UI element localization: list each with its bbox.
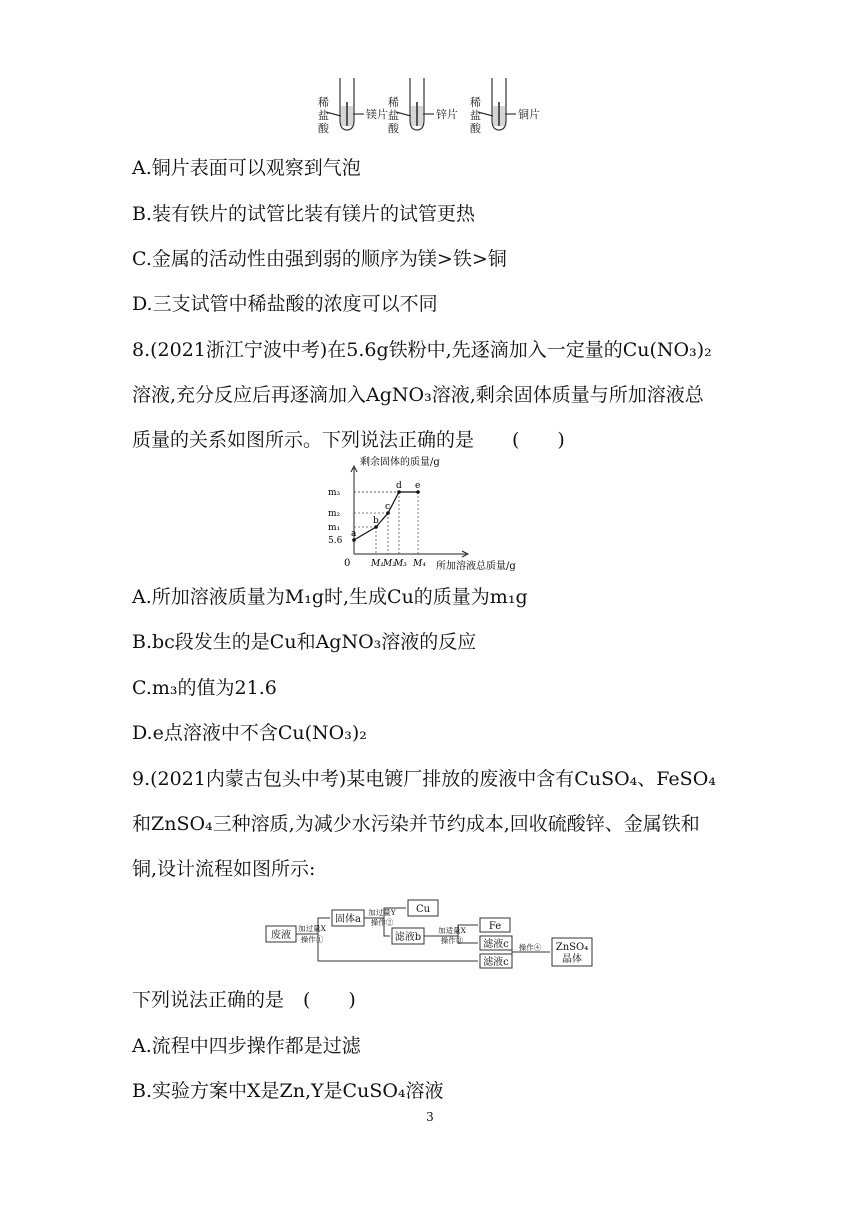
step3-op: 操作③: [440, 936, 464, 945]
acid-label-1-b: 盐: [318, 109, 329, 122]
point-label-c: c: [385, 502, 391, 512]
q8-chart: [326, 456, 546, 578]
data-line: [354, 492, 418, 540]
x-tick-label-2: M₃: [394, 559, 407, 569]
q8-chart-svg: [326, 456, 546, 578]
q8-option-d: D.e点溶液中不含Cu(NO₃)₂: [132, 722, 367, 744]
q9-option-b: B.实验方案中X是Zn,Y是CuSO₄溶液: [132, 1080, 444, 1102]
y-tick-label-3: m₃: [328, 488, 341, 498]
q7-option-d: D.三支试管中稀盐酸的浓度可以不同: [132, 293, 438, 315]
q7-option-c: C.金属的活动性由强到弱的顺序为镁>铁>铜: [132, 248, 507, 270]
y-tick-label-1: m₁: [328, 523, 341, 533]
product-label-2: 晶体: [562, 954, 582, 965]
filtrate-b-label: 滤液b: [394, 932, 422, 943]
step2-reagent: 加过量Y: [368, 908, 396, 917]
step1-op: 操作①: [300, 935, 324, 944]
y-tick-label-0: 5.6: [328, 536, 343, 546]
q9-flow-diagram: [262, 898, 602, 972]
q8-option-a: A.所加溶液质量为M₁g时,生成Cu的质量为m₁g: [132, 586, 528, 608]
q7-option-b: B.装有铁片的试管比装有镁片的试管更热: [132, 203, 476, 225]
acid-label-3-c: 酸: [470, 122, 481, 135]
q8-option-b: B.bc段发生的是Cu和AgNO₃溶液的反应: [132, 631, 477, 653]
step2-op: 操作②: [370, 918, 394, 927]
metal-label-3: 铜片: [518, 108, 540, 121]
q8-stem-line1: 8.(2021浙江宁波中考)在5.6g铁粉中,先逐滴加入一定量的Cu(NO₃)₂: [132, 339, 712, 361]
test-tubes-figure: [300, 72, 560, 136]
point-label-b: b: [373, 516, 379, 526]
q9-stem-line2: 和ZnSO₄三种溶质,为减少水污染并节约成本,回收硫酸锌、金属铁和: [132, 813, 700, 835]
q9-option-a: A.流程中四步操作都是过滤: [132, 1035, 361, 1057]
metal-label-1: 镁片: [366, 108, 388, 121]
acid-label-2-a: 稀: [388, 96, 399, 109]
filtrate-c1-label: 滤液c: [483, 939, 509, 950]
acid-label-2-b: 盐: [388, 109, 399, 122]
page-number: 3: [426, 1110, 434, 1124]
step1-reagent: 加过量X: [298, 924, 326, 933]
filtrate-c2-label: 滤液c: [483, 957, 509, 968]
x-tick-label-1: M₂: [383, 559, 396, 569]
x-tick-label-0: M₁: [371, 559, 384, 569]
flow-svg: [262, 898, 602, 972]
q7-option-a: A.铜片表面可以观察到气泡: [132, 157, 361, 179]
y-axis-label: 剩余固体的质量/g: [360, 457, 440, 468]
step3-reagent: 加适量X: [438, 926, 466, 935]
fe-label: Fe: [488, 921, 502, 932]
acid-label-3-b: 盐: [470, 109, 481, 122]
x-tick-label-3: M₄: [413, 559, 426, 569]
q8-stem-line3: 质量的关系如图所示。下列说法正确的是 ( ): [132, 429, 565, 451]
test-tubes-svg: [300, 72, 560, 136]
product-label-1: ZnSO₄: [555, 942, 589, 953]
q9-stem-line1: 9.(2021内蒙古包头中考)某电镀厂排放的废液中含有CuSO₄、FeSO₄: [132, 768, 716, 790]
q9-question: 下列说法正确的是 ( ): [132, 989, 356, 1011]
y-tick-label-2: m₂: [328, 509, 341, 519]
waste-label: 废液: [271, 930, 291, 941]
q8-stem-line2: 溶液,充分反应后再逐滴加入AgNO₃溶液,剩余固体质量与所加溶液总: [132, 384, 704, 406]
metal-label-2: 锌片: [436, 108, 458, 121]
q9-stem-line3: 铜,设计流程如图所示:: [132, 858, 316, 880]
point-label-e: e: [415, 481, 421, 491]
acid-label-2-c: 酸: [388, 122, 399, 135]
origin-label: 0: [344, 558, 351, 569]
acid-label-1-c: 酸: [318, 122, 329, 135]
cu-label: Cu: [415, 904, 431, 915]
q8-option-c: C.m₃的值为21.6: [132, 677, 277, 699]
x-axis-label: 所加溶液总质量/g: [436, 561, 516, 572]
step4-op: 操作④: [518, 943, 542, 952]
solid-a-label: 固体a: [335, 914, 361, 925]
point-label-a: a: [351, 529, 357, 539]
acid-label-1-a: 稀: [318, 96, 329, 109]
point-label-d: d: [396, 481, 402, 491]
acid-label-3-a: 稀: [470, 96, 481, 109]
